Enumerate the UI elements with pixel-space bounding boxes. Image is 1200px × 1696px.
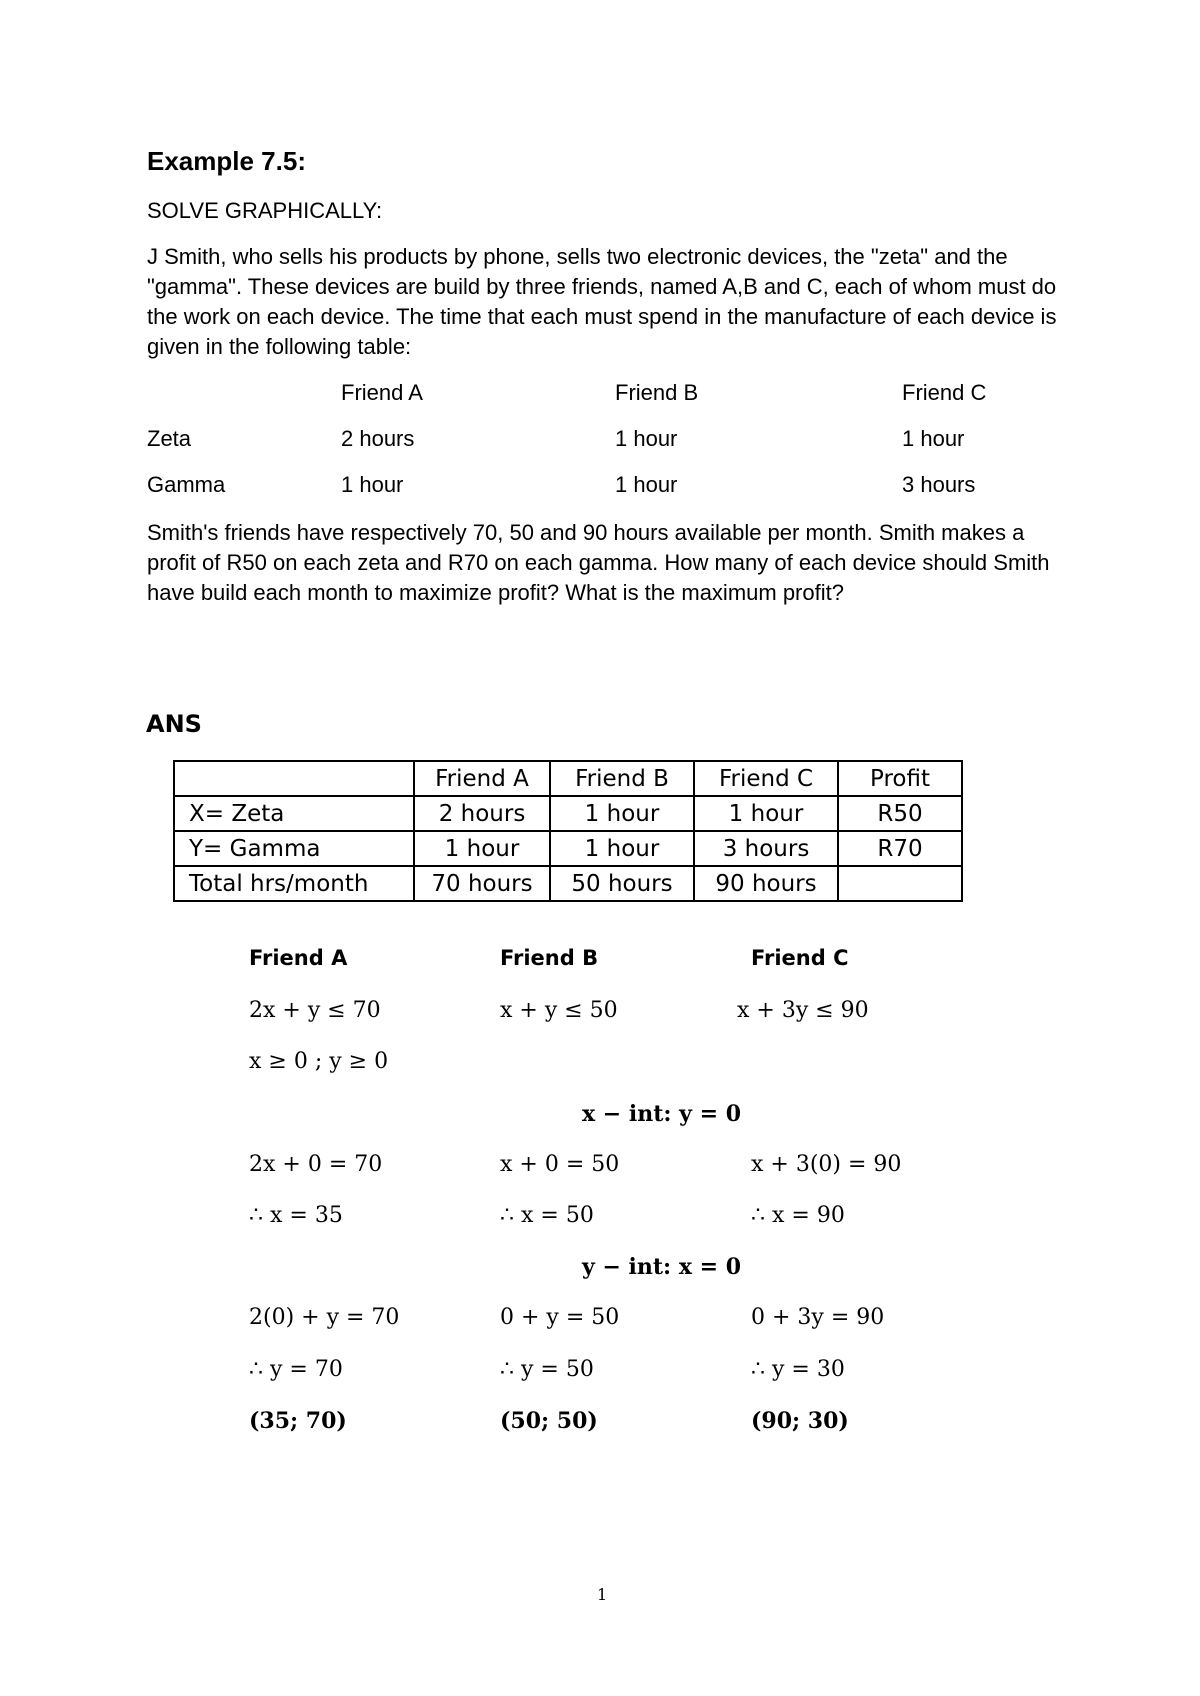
- y-int-result-b: ∴ y = 50: [500, 1357, 594, 1382]
- example-title: Example 7.5:: [147, 146, 306, 176]
- working-header-friend-c: Friend C: [751, 946, 849, 970]
- x-int-equation-a: 2x + 0 = 70: [249, 1152, 383, 1177]
- working-header-friend-b: Friend B: [500, 946, 599, 970]
- subtitle: SOLVE GRAPHICALLY:: [147, 198, 383, 223]
- answer-cell: Total hrs/month: [174, 866, 414, 901]
- answer-header-cell: Friend C: [694, 761, 838, 796]
- question-header-cell: Friend A: [341, 380, 423, 405]
- answer-cell: R50: [838, 796, 962, 831]
- answer-cell: 90 hours: [694, 866, 838, 901]
- inequality-a: 2x + y ≤ 70: [249, 998, 381, 1023]
- question-cell: 1 hour: [615, 426, 678, 451]
- x-intercept-heading: x − int: y = 0: [582, 1101, 742, 1127]
- answer-cell: Y= Gamma: [174, 831, 414, 866]
- x-int-equation-c: x + 3(0) = 90: [751, 1152, 902, 1177]
- question-table-row: [147, 426, 1047, 472]
- answer-table: [173, 760, 963, 902]
- x-int-result-a: ∴ x = 35: [249, 1203, 343, 1228]
- answer-cell: 1 hour: [694, 796, 838, 831]
- question-header-cell: Friend C: [902, 380, 987, 405]
- answer-cell: X= Zeta: [174, 796, 414, 831]
- answer-cell: 1 hour: [414, 831, 550, 866]
- question-header-cell: Friend B: [615, 380, 699, 405]
- y-intercept-heading: y − int: x = 0: [582, 1254, 742, 1280]
- y-int-equation-c: 0 + 3y = 90: [751, 1305, 885, 1330]
- question-cell: 1 hour: [341, 472, 404, 497]
- question-table: [147, 380, 1047, 518]
- answer-cell: 3 hours: [694, 831, 838, 866]
- answer-header-cell: [174, 761, 414, 796]
- answer-cell: 70 hours: [414, 866, 550, 901]
- non-negativity: x ≥ 0 ; y ≥ 0: [249, 1049, 389, 1074]
- question-cell: 1 hour: [615, 472, 678, 497]
- answer-table-row: [174, 831, 962, 866]
- answer-cell: 50 hours: [550, 866, 694, 901]
- inequality-b: x + y ≤ 50: [500, 998, 618, 1023]
- question-cell: 1 hour: [902, 426, 965, 451]
- answer-cell: R70: [838, 831, 962, 866]
- answer-cell: 1 hour: [550, 831, 694, 866]
- point-c: (90; 30): [751, 1408, 849, 1434]
- inequality-c: x + 3y ≤ 90: [737, 998, 869, 1023]
- problem-paragraph-2: Smith's friends have respectively 70, 50 and 90 hours available per month. Smith makes a profit of R50 on each zeta and R70 on each gamma. How many of each device should Smith have build each month to maximize profit? What is the maximum profit?: [147, 520, 1050, 605]
- answer-cell: 2 hours: [414, 796, 550, 831]
- answer-cell: [838, 866, 962, 901]
- page-number: 1: [597, 1585, 608, 1604]
- answer-header-cell: Friend B: [550, 761, 694, 796]
- question-cell: Gamma: [147, 472, 226, 497]
- answer-cell: 1 hour: [550, 796, 694, 831]
- point-a: (35; 70): [249, 1408, 347, 1434]
- y-int-result-a: ∴ y = 70: [249, 1357, 343, 1382]
- x-int-result-b: ∴ x = 50: [500, 1203, 594, 1228]
- answer-header-cell: Profit: [838, 761, 962, 796]
- answer-table-header: [174, 761, 962, 796]
- y-int-result-c: ∴ y = 30: [751, 1357, 845, 1382]
- answer-header-cell: Friend A: [414, 761, 550, 796]
- answer-table-row: [174, 866, 962, 901]
- x-int-result-c: ∴ x = 90: [751, 1203, 845, 1228]
- answer-label: ANS: [146, 710, 202, 738]
- question-table-header: [147, 380, 1047, 426]
- x-int-equation-b: x + 0 = 50: [500, 1152, 620, 1177]
- question-cell: 3 hours: [902, 472, 976, 497]
- y-int-equation-a: 2(0) + y = 70: [249, 1305, 400, 1330]
- working-header-friend-a: Friend A: [249, 946, 348, 970]
- y-int-equation-b: 0 + y = 50: [500, 1305, 620, 1330]
- problem-paragraph-1: J Smith, who sells his products by phone, sells two electronic devices, the "zeta" and the "gamma". These devices are build by three friends, named A,B and C, each of whom must do the work on each device. The time that each must spend in the manufacture of each device is given in the following table:: [147, 244, 1057, 359]
- answer-table-row: [174, 796, 962, 831]
- question-cell: 2 hours: [341, 426, 415, 451]
- question-table-row: [147, 472, 1047, 518]
- question-cell: Zeta: [147, 426, 192, 451]
- point-b: (50; 50): [500, 1408, 598, 1434]
